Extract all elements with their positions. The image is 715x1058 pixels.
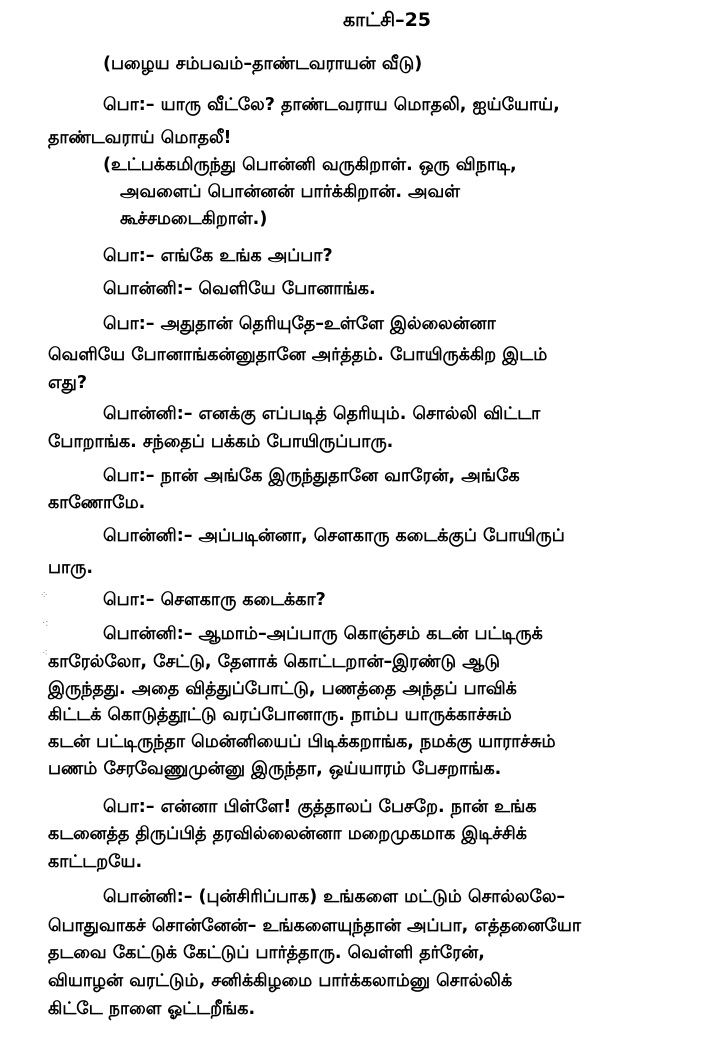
text-line: எது? [48, 373, 87, 393]
text-line: பொ:– நான் அங்கே இருந்துதானே வாரேன், அங்கே [103, 466, 520, 486]
text-line: வியாழன் வரட்டும், சனிக்கிழமை பார்க்கலாம்னு சொல்லிக் [48, 971, 513, 991]
text-line: பொ:– என்னா பிள்ளே! குத்தாலப் பேசறே. நான் உங்க [103, 797, 537, 817]
scan-speck: ⁖ [42, 648, 48, 659]
text-line: காரேல்லோ, சேட்டு, தேளாக் கொட்டறான்–இரண்டு ஆடு [48, 652, 500, 672]
text-line: காணோமே. [48, 493, 146, 513]
text-line: பாரு. [48, 558, 94, 578]
text-line: பொதுவாகச் சொன்னேன்– உங்களையுந்தான் அப்பா, எத்தனையோ [48, 916, 581, 936]
text-line: தாண்டவராய் மொதலீ! [48, 128, 232, 148]
stage-direction: கூச்சமடைகிறாள்.) [120, 209, 268, 229]
text-line: தடவை கேட்டுக் கேட்டுப் பார்த்தாரு. வெள்ளி தர்ரேன், [48, 943, 485, 963]
text-line: போறாங்க. சந்தைப் பக்கம் போயிருப்பாரு. [48, 432, 394, 452]
text-line: வெளியே போனாங்கன்னுதானே அர்த்தம். போயிருக்கிற இடம் [48, 345, 548, 365]
text-line: கடன் பட்டிருந்தா மென்னியைப் பிடிக்கறாங்க, நமக்கு யாராச்சும் [48, 732, 556, 752]
text-line: பொ:– சௌகாரு கடைக்கா? [103, 590, 326, 610]
stage-direction: அவளைப் பொன்னன் பார்க்கிறான். அவள் [120, 182, 461, 202]
stage-direction: (பழைய சம்பவம்–தாண்டவராயன் வீடு) [103, 54, 423, 74]
text-line: பொ:– அதுதான் தெரியுதே–உள்ளே இல்லைன்னா [103, 314, 496, 334]
text-line: பணம் சேரவேணுமுன்னு இருந்தா, ஒய்யாரம் பேசறாங்க. [48, 759, 502, 779]
stage-direction: (உட்பக்கமிருந்து பொன்னி வருகிறாள். ஒரு விநாடி, [103, 155, 517, 175]
text-line: கடனைத்த திருப்பித் தரவில்லைன்னா மறைமுகமாக இடிச்சிக் [48, 824, 527, 844]
text-line: கிட்டக் கொடுத்தூட்டு வரப்போனாரு. நாம்ப யாருக்காச்சும் [48, 705, 512, 725]
text-line: பொன்னி:– அப்படின்னா, சௌகாரு கடைக்குப் போயிருப் [103, 526, 565, 546]
text-line: பொன்னி:– எனக்கு எப்படித் தெரியும். சொல்லி விட்டா [103, 404, 541, 424]
scan-speck: ·: [42, 618, 49, 629]
text-line: பொன்னி:– (புன்சிரிப்பாக) உங்களை மட்டும் சொல்லலே– [103, 887, 566, 907]
text-line: பொன்னி:– ஆமாம்–அப்பாரு கொஞ்சம் கடன் பட்டிருக் [103, 624, 543, 644]
text-line: பொ:– எங்கே உங்க அப்பா? [103, 246, 333, 266]
text-line: இருந்தது. அதை வித்துப்போட்டு, பணத்தை அந்தப் பாவிக் [48, 679, 517, 699]
text-line: காட்டறயே. [48, 852, 143, 872]
text-line: பொன்னி:– வெளியே போனாங்க. [103, 279, 376, 299]
scan-speck: ⁘ [40, 590, 49, 601]
text-line: கிட்டே நாளை ஓட்டறீங்க. [48, 999, 256, 1019]
text-line: பொ:– யாரு வீட்லே? தாண்டவராய மொதலி, ஐய்யோய், [103, 95, 560, 115]
scene-title: காட்சி–25 [343, 9, 432, 31]
